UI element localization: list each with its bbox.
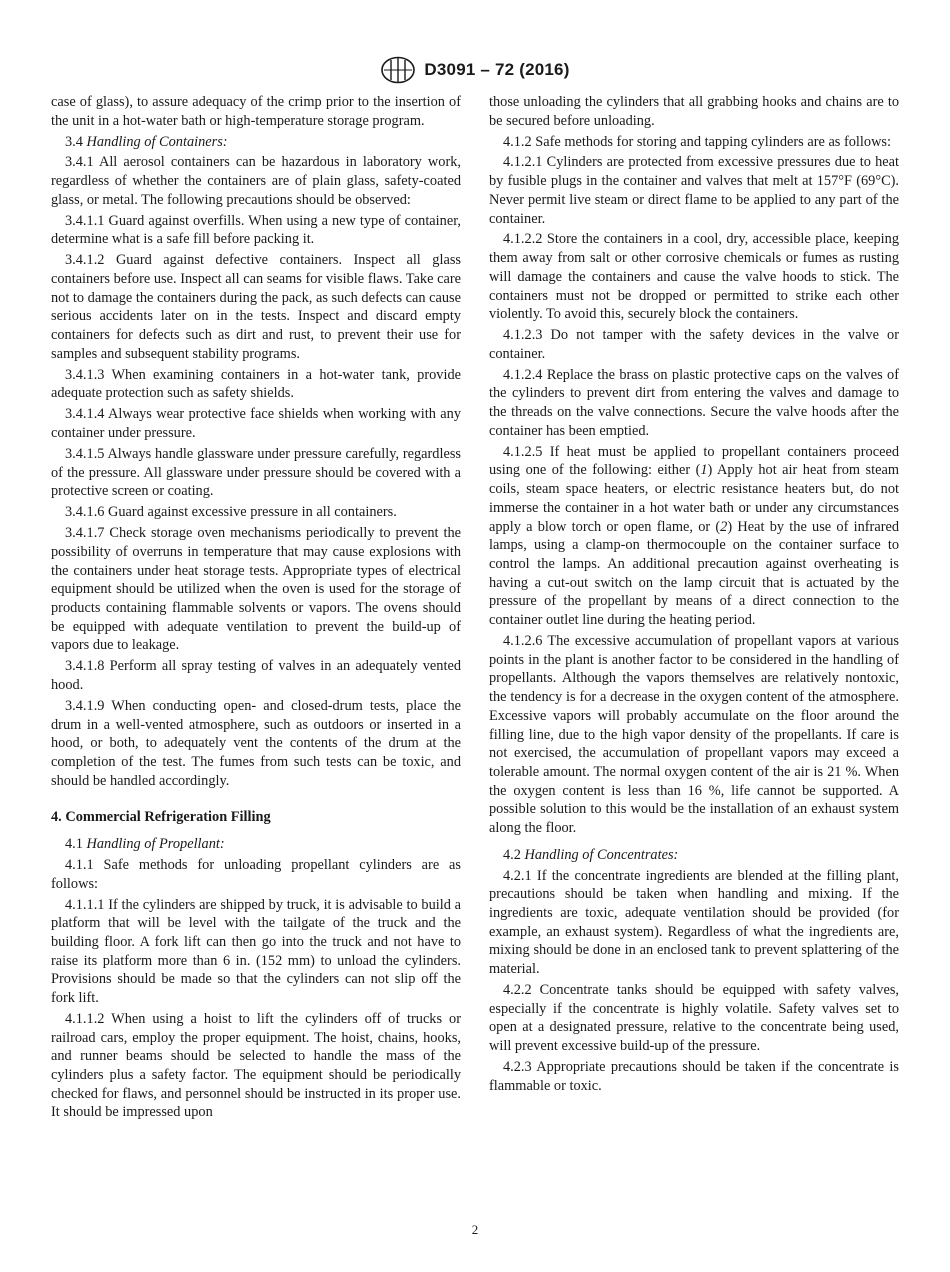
paragraph-4-1-2-2: 4.1.2.2 Store the containers in a cool, dry, accessible place, keeping them away from salt or other corrosive chemicals or fumes as rusting will damage the containers and cause the valve hoods to stick. The containers must not be dropped or permitted to strike each other violently. To avoid this, securely block the containers. <box>489 231 899 323</box>
paragraph-4-2-1: 4.2.1 If the concentrate ingredients are blended at the filling plant, precautions should be taken when handling and mixing. If the ingredients are toxic, adequate ventilation should be provided (for example, an exhaust system). Regardless of what the ingredients are, mixing should be done in an enclosed tank to prevent splattering of the material. <box>489 867 899 978</box>
paragraph-4-1-2-5 <box>489 443 899 630</box>
subsection-title: Handling of Concentrates: <box>524 846 679 863</box>
paragraph-4-2-3: 4.2.3 Appropriate precautions should be taken if the concentrate is flammable or toxic. <box>489 1059 899 1094</box>
paragraph-3-4-1-9: 3.4.1.9 When conducting open- and closed-drum tests, place the drum in a well-vented atmosphere, such as outdoors or inserted in a hood, or both, to adequately vent the contents of the drum at the completion of the test. The fumes from such tests can be toxic, and should be handled accordingly. <box>51 697 461 789</box>
paragraph-continuation: case of glass), to assure adequacy of the crimp prior to the insertion of the unit in a hot-water bath or high-temperature storage program. <box>51 94 461 129</box>
paragraph-4-2-2: 4.2.2 Concentrate tanks should be equipped with safety valves, especially if the concentrate is highly volatile. Safety valves set to open at a designated pressure, relative to the concentrate being used, will prevent excessive build-up of the pressure. <box>489 982 899 1055</box>
page-header <box>0 56 950 84</box>
subsection-title: Handling of Propellant: <box>86 836 225 853</box>
paragraph-4-1-1: 4.1.1 Safe methods for unloading propellant cylinders are as follows: <box>51 856 461 892</box>
list-number: 1 <box>700 462 708 479</box>
list-number: 2 <box>720 518 728 535</box>
subsection-number: 4.1 <box>65 836 83 853</box>
paragraph-3-4-1-7: 3.4.1.7 Check storage oven mechanisms periodically to prevent the possibility of overruns in temperature that may cause explosions with the containers under heat storage tests. Appropriate types of electrical equipment should be utilized when the oven is used for the storage of products containing flammable solvents or vapors. The ovens should be equipped with adequate ventilation to prevent the build-up of vapors due to leakage. <box>51 525 461 654</box>
subsection-number: 4.2 <box>503 846 521 863</box>
paragraph-text: ) Apply hot air heat from steam coils, steam space heaters, or electric resistance heaters but, do not immerse the container in a hot water bath or under any circumstances apply a blow torch or open flame, or ( <box>489 462 899 535</box>
subsection-heading-3-4 <box>51 133 461 152</box>
paragraph-3-4-1-4: 3.4.1.4 Always wear protective face shields when working with any container under pressure. <box>51 406 461 442</box>
paragraph-3-4-1-2: 3.4.1.2 Guard against defective containers. Inspect all glass containers before use. Inspect all can seams for visible flaws. Take care not to damage the containers during the pack, as such defects can cause serious accidents later on in the tests. Inspect and discard empty containers for defects such as dirt and rust, to prevent their use for samples and subsequent stability programs. <box>51 252 461 362</box>
paragraph-4-1-2: 4.1.2 Safe methods for storing and tapping cylinders are as follows: <box>503 133 891 150</box>
left-column <box>51 93 461 1124</box>
paragraph-continuation: those unloading the cylinders that all grabbing hooks and chains are to be secured before unloading. <box>489 94 899 129</box>
paragraph-4-1-2-1: 4.1.2.1 Cylinders are protected from excessive pressures due to heat by fusible plugs in the container and valves that melt at 157°F (69°C). Never permit live steam or direct flame to be applied to any part of the container. <box>489 154 899 227</box>
paragraph-3-4-1: 3.4.1 All aerosol containers can be hazardous in laboratory work, regardless of whether the containers are of plain glass, safety-coated glass, or metal. The following precautions should be observed: <box>51 154 461 208</box>
paragraph-4-1-2-3: 4.1.2.3 Do not tamper with the safety devices in the valve or container. <box>489 327 899 362</box>
paragraph-text: ) Heat by the use of infrared lamps, using a clamp-on thermocouple on the container surface to control the lamps. An additional precaution against overheating is having a cut-out switch on the lamp circuit that is actuated by the pressure of the propellant by means of a direct connection to the container outlet line during the heating period. <box>489 518 900 629</box>
astm-logo-icon <box>380 56 416 84</box>
paragraph-text: 4.1.2.5 If heat must be applied to propellant containers proceed using one of the following: either ( <box>489 443 899 479</box>
paragraph-4-1-1-2: 4.1.1.2 When using a hoist to lift the cylinders off of trucks or railroad cars, employ the proper equipment. The hoist, chains, hooks, and runner beams should be selected to handle the mass of the cylinders plus a safety factor. The equipment should be periodically checked for flaws, and personnel should be instructed in its proper use. It should be impressed upon <box>51 1010 461 1121</box>
subsection-heading-4-2 <box>489 846 899 865</box>
paragraph-3-4-1-1: 3.4.1.1 Guard against overfills. When using a new type of container, determine what is a safe fill before packing it. <box>51 212 461 248</box>
paragraph-3-4-1-3: 3.4.1.3 When examining containers in a hot-water tank, provide adequate protection such as safety shields. <box>51 366 461 402</box>
document-designation: D3091 – 72 (2016) <box>424 60 570 79</box>
section-heading-4: 4. Commercial Refrigeration Filling <box>51 809 271 826</box>
subsection-number: 3.4 <box>65 133 83 150</box>
paragraph-3-4-1-6: 3.4.1.6 Guard against excessive pressure in all containers. <box>65 504 397 521</box>
paragraph-4-1-2-6: 4.1.2.6 The excessive accumulation of propellant vapors at various points in the plant is another factor to be considered in the handling of propellants. Although the vapors themselves are relatively nontoxic, the tendency is for a decrease in the oxygen content of the atmosphere. Excessive vapors will probably accumulate on the floor around the filling line, due to the high vapor density of the propellants. If care is not exercised, the accumulation of propellant vapors may exceed a tolerable amount. The normal oxygen content of the air is 21 %. When the oxygen content is less than 16 %, life cannot be supported. A possible solution to this would be the installation of an exhaust system along the floor. <box>489 633 899 837</box>
paragraph-4-1-2-4: 4.1.2.4 Replace the brass on plastic protective caps on the valves of the cylinders to prevent dirt from entering the valves and damage to the threads on the valve connections. Secure the valve hoods after the container has been emptied. <box>489 366 899 439</box>
page-number: 2 <box>471 1222 479 1237</box>
right-column <box>489 93 899 1098</box>
subsection-heading-4-1 <box>51 835 461 854</box>
paragraph-3-4-1-8: 3.4.1.8 Perform all spray testing of valves in an adequately vented hood. <box>51 658 461 693</box>
paragraph-3-4-1-5: 3.4.1.5 Always handle glassware under pressure carefully, regardless of the pressure. All glassware under pressure should be covered with a protective screen or coating. <box>51 445 461 500</box>
subsection-title: Handling of Containers: <box>86 133 228 150</box>
paragraph-4-1-1-1: 4.1.1.1 If the cylinders are shipped by truck, it is advisable to build a platform that will be level with the tailgate of the truck and the building floor. A fork lift can then go into the truck and not have to raise its platform more than 6 in. (152 mm) to unload the cylinders. Provisions should be made so that the cylinders can not slip off the fork lift. <box>51 896 461 1007</box>
